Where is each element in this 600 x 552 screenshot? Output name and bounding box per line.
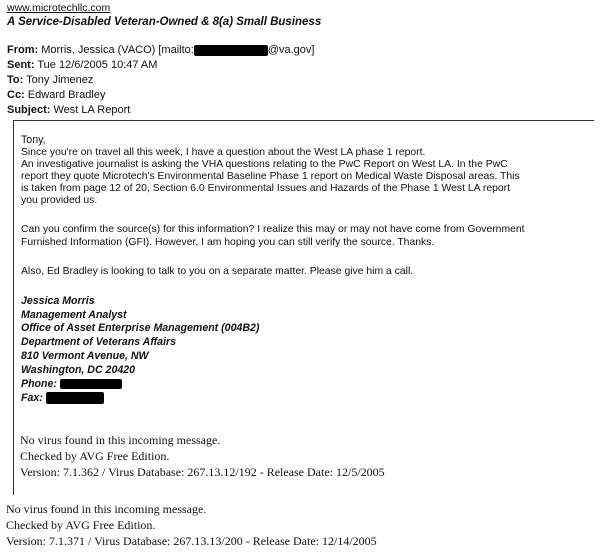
signature-fax-row (21, 392, 104, 404)
signature-phone-row (21, 378, 122, 390)
redaction-bar (60, 379, 122, 389)
sent-label: Sent: (7, 59, 35, 71)
signature-city: Washington, DC 20420 (21, 364, 136, 376)
cc-label: Cc: (7, 89, 25, 101)
body-paragraph-1-line-2: An investigative journalist is asking the VHA questions relating to the PwC Report on West LA. In the PwC (21, 159, 508, 170)
signature-department: Department of Veterans Affairs (21, 336, 177, 348)
to-label: To: (7, 74, 24, 86)
signature-office: Office of Asset Enterprise Management (004B2) (21, 322, 260, 334)
redaction-bar (46, 392, 104, 404)
email-cc-row (7, 89, 105, 101)
from-value-suffix: @va.gov] (267, 44, 315, 56)
avg-inner-line-1: No virus found in this incoming message. (20, 433, 221, 447)
from-label: From: (7, 44, 39, 56)
email-from-row (7, 44, 314, 56)
avg-inner-line-3: Version: 7.1.362 / Virus Database: 267.13.12/192 - Release Date: 12/5/2005 (20, 465, 385, 479)
sent-value: Tue 12/6/2005 10:47 AM (37, 59, 158, 71)
signature-title: Management Analyst (21, 309, 127, 321)
avg-outer-line-1: No virus found in this incoming message. (6, 502, 207, 516)
body-paragraph-2-line-1: Can you confirm the source(s) for this information? I realize this may or may not have come from Government (21, 224, 525, 235)
avg-inner-line-2: Checked by AVG Free Edition. (20, 449, 170, 463)
body-paragraph-2-line-2: Furnished Information (GFI). However, I am hoping you can still verify the source. Thanks. (21, 237, 435, 248)
email-sent-row (7, 59, 157, 71)
body-paragraph-1-line-1: Since you're on travel all this week, I have a question about the West LA phase 1 report. (21, 147, 426, 158)
email-subject-row (7, 104, 130, 116)
subject-label: Subject: (7, 104, 51, 116)
body-paragraph-1-line-3: report they quote Microtech's Environmental Baseline Phase 1 report on Medical Waste Disposal areas. This (21, 171, 520, 182)
avg-outer-line-3: Version: 7.1.371 / Virus Database: 267.13.13/200 - Release Date: 12/14/2005 (6, 534, 377, 548)
greeting: Tony, (21, 134, 46, 146)
body-paragraph-1-line-4: is taken from page 12 of 20, Section 6.0 Environmental Issues and Hazards of the Phase 1 West LA report (21, 183, 511, 194)
signature-name: Jessica Morris (21, 295, 95, 307)
signature-street: 810 Vermont Avenue, NW (21, 350, 149, 362)
company-website: www.microtechllc.com (7, 2, 111, 14)
body-paragraph-3: Also, Ed Bradley is looking to talk to you on a separate matter. Please give him a call. (21, 266, 414, 277)
fax-label: Fax: (21, 392, 43, 404)
from-value-prefix: Morris, Jessica (VACO) [mailto: (41, 44, 194, 56)
redaction-bar (194, 45, 268, 56)
to-value: Tony Jimenez (26, 74, 94, 86)
company-tagline: A Service-Disabled Veteran-Owned & 8(a) Small Business (7, 16, 322, 28)
cc-value: Edward Bradley (27, 89, 106, 101)
email-to-row (7, 74, 93, 86)
avg-outer-line-2: Checked by AVG Free Edition. (6, 518, 156, 532)
body-paragraph-1-line-5: you provided us. (21, 195, 98, 206)
subject-value: West LA Report (53, 104, 131, 116)
phone-label: Phone: (21, 378, 57, 390)
